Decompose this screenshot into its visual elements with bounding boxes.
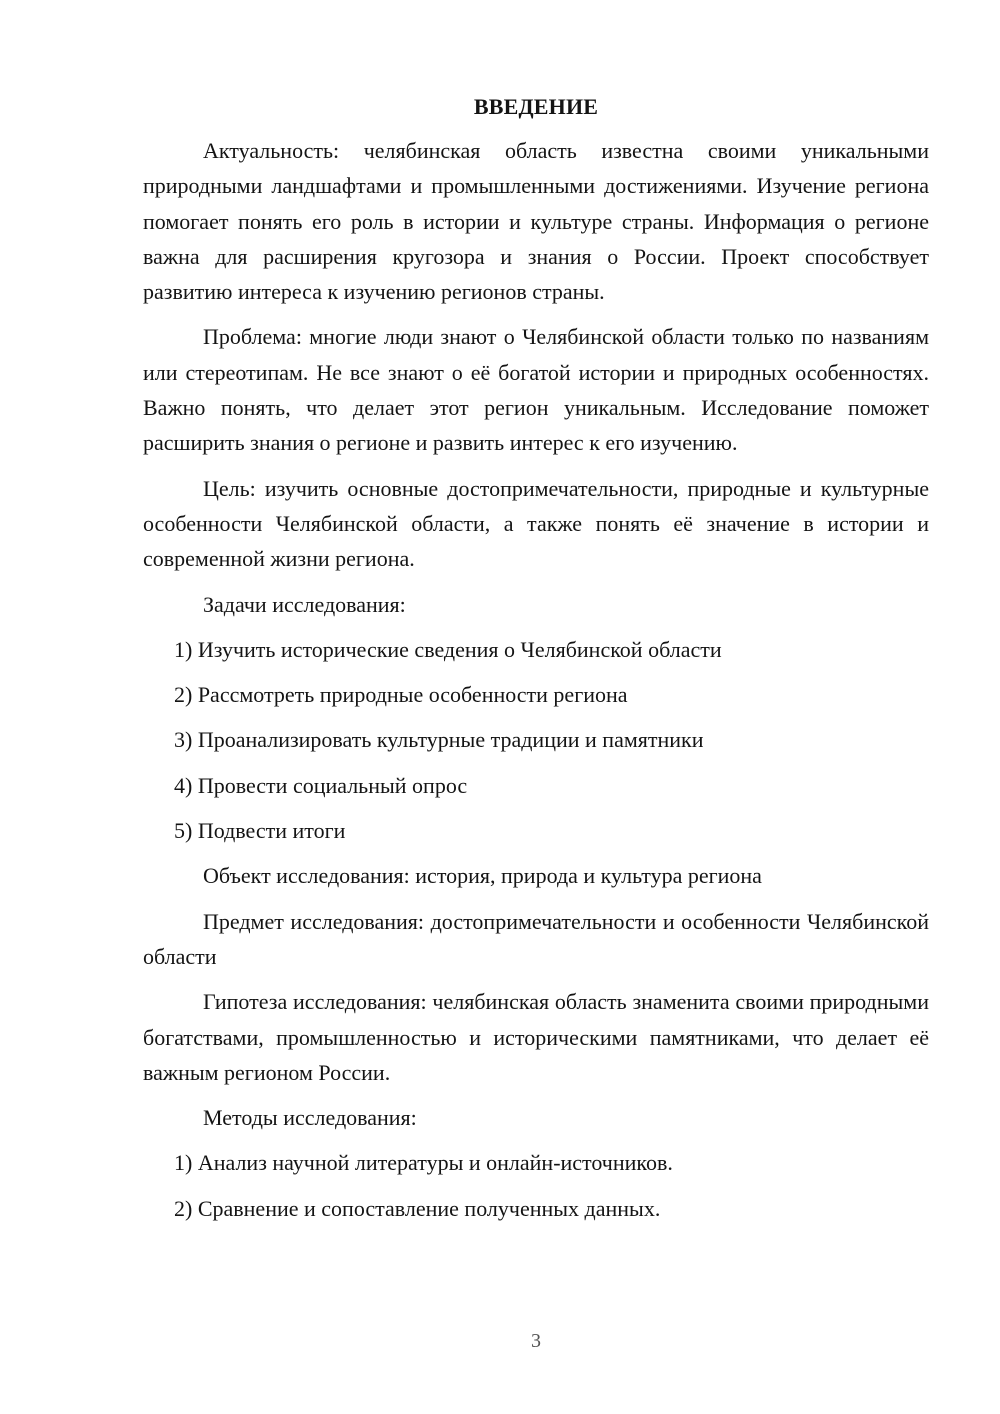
task-item: 2) Рассмотреть природные особенности региона (174, 682, 628, 708)
problem-paragraph: Проблема: многие люди знают о Челябинской области только по названиям или стереотипам. Не все знают о её богатой истории и природных особенностях. Важно понять, что делает этот регион уникальным. Исследование поможет расширить знания о регионе и развить интерес к его изучению. (143, 324, 929, 456)
task-item: 4) Провести социальный опрос (174, 772, 468, 798)
method-item: 2) Сравнение и сопоставление полученных данных. (174, 1195, 661, 1221)
method-item: 1) Анализ научной литературы и онлайн-источников. (174, 1150, 673, 1176)
page-number: 3 (531, 1330, 541, 1352)
tasks-heading: Задачи исследования: (203, 591, 406, 617)
document-page (143, 90, 929, 1236)
methods-heading: Методы исследования: (203, 1105, 417, 1131)
relevance-paragraph: Актуальность: челябинская область известна своими уникальными природными ландшафтами и промышленными достижениями. Изучение региона помогает понять его роль в истории и культуре страны. Информация о регионе важна для расширения кругозора и знания о России. Проект способствует развитию интереса к изучению регионов страны. (143, 138, 929, 305)
subject-paragraph: Предмет исследования: достопримечательности и особенности Челябинской области (143, 908, 929, 969)
hypothesis-paragraph: Гипотеза исследования: челябинская область знаменита своими природными богатствами, промышленностью и историческими памятниками, что делает её важным регионом России. (143, 989, 929, 1085)
task-item: 3) Проанализировать культурные традиции и памятники (174, 727, 704, 753)
task-item: 1) Изучить исторические сведения о Челябинской области (174, 636, 722, 662)
section-title: ВВЕДЕНИЕ (473, 94, 599, 119)
object-line: Объект исследования: история, природа и культура региона (203, 863, 762, 889)
task-item: 5) Подвести итоги (174, 818, 346, 844)
goal-paragraph: Цель: изучить основные достопримечательности, природные и культурные особенности Челябинской области, а также понять её значение в истории и современной жизни региона. (143, 475, 929, 572)
